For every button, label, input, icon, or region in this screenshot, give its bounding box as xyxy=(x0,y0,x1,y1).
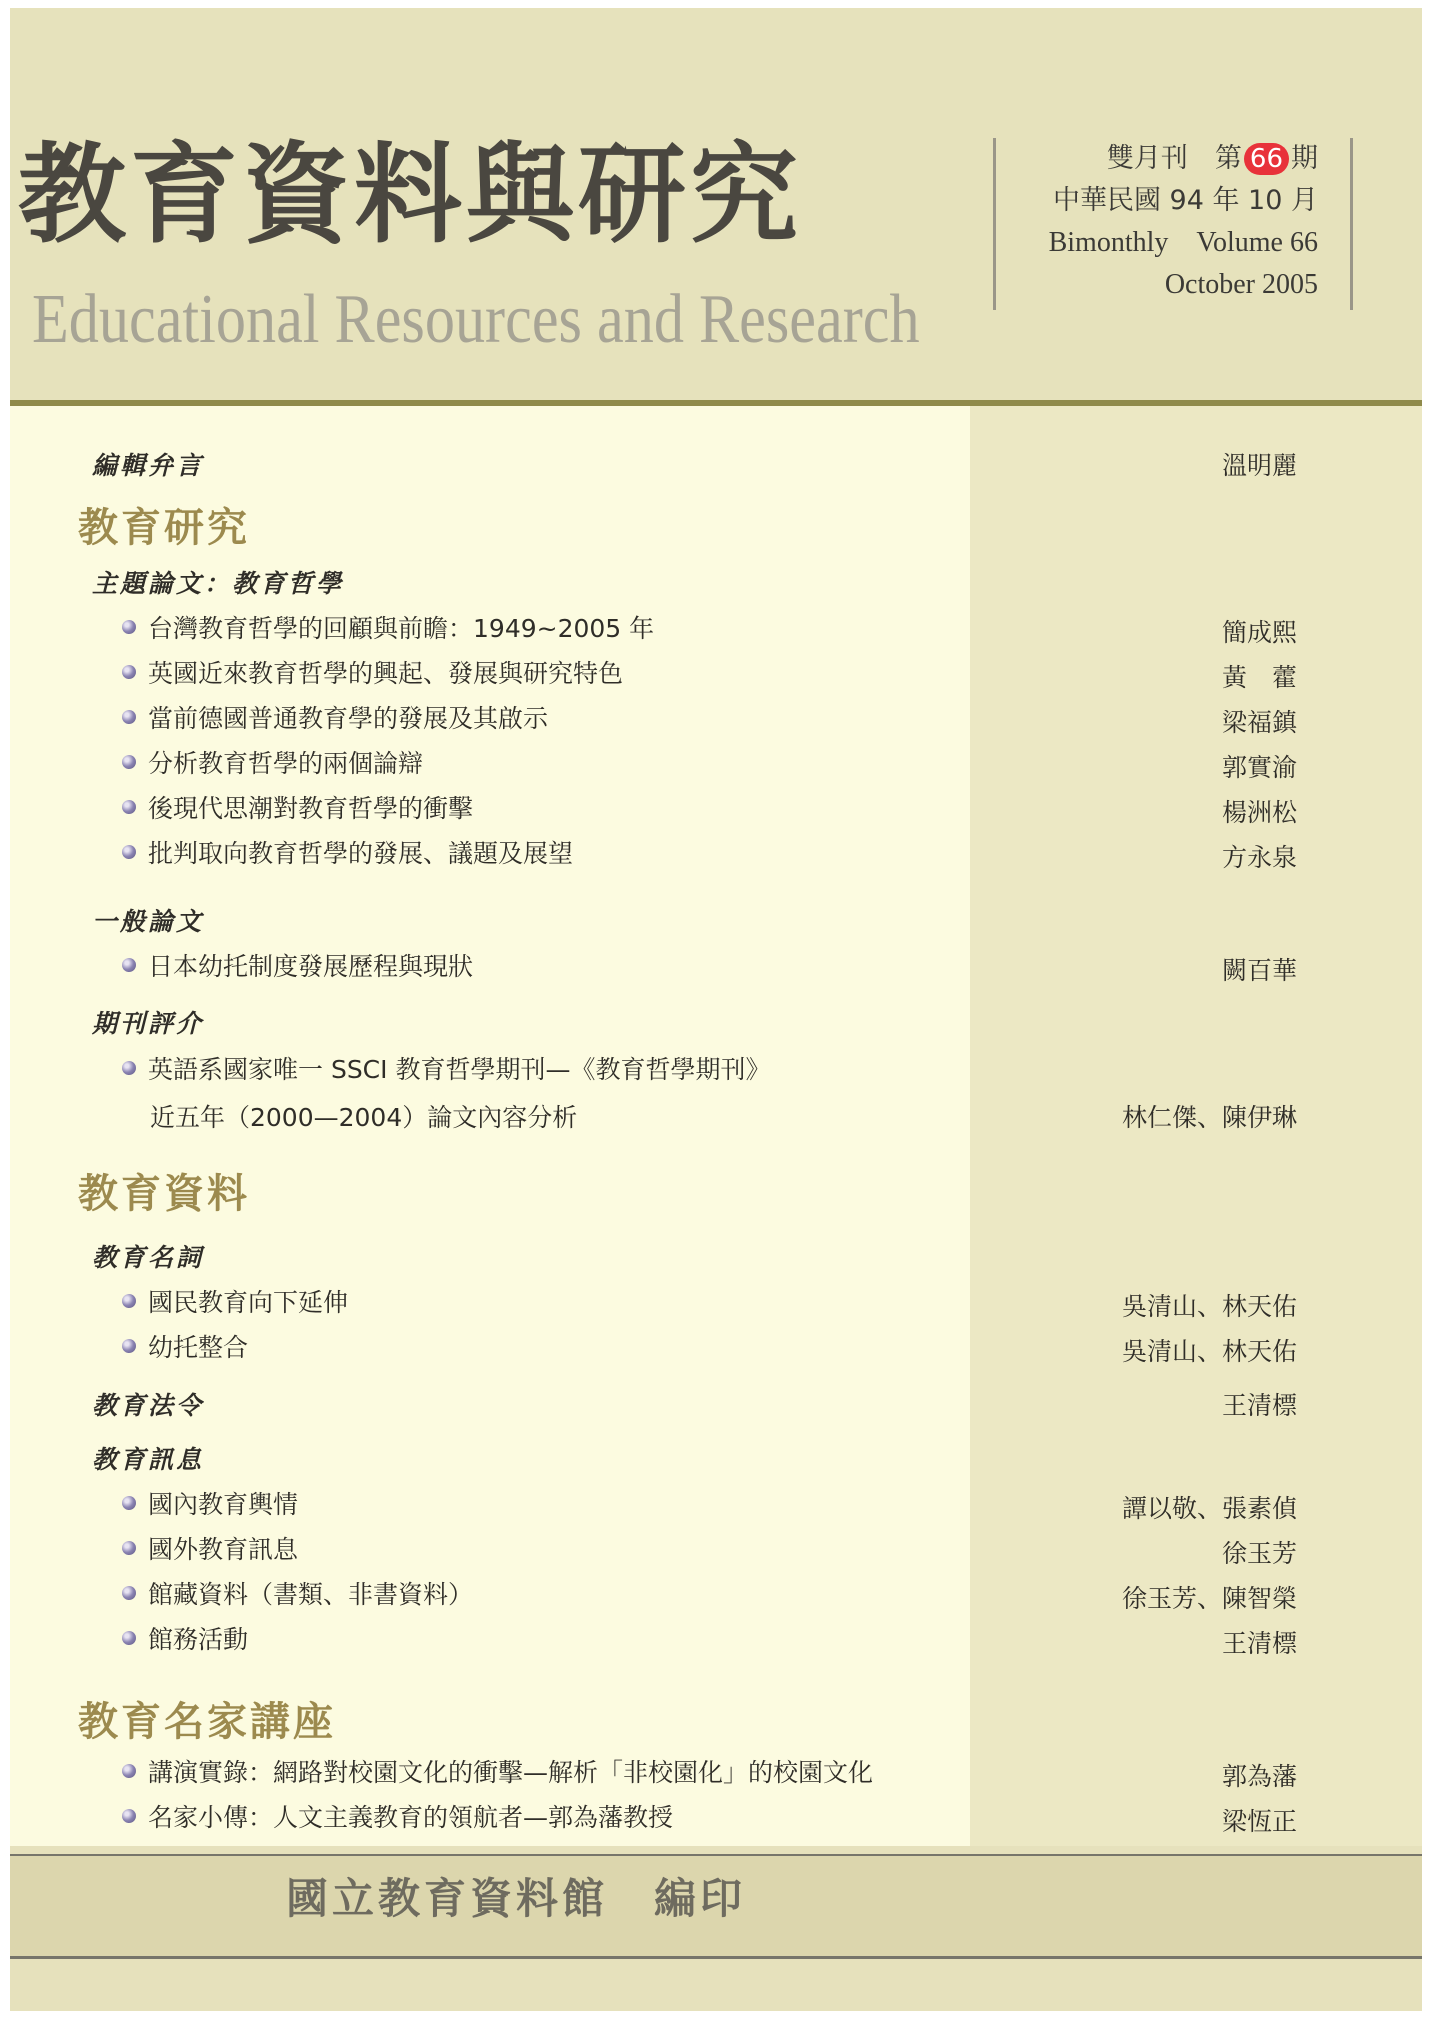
toc-item-title: 館務活動 xyxy=(148,1625,249,1654)
toc-item-author: 林仁傑、陳伊琳 xyxy=(1121,1103,1297,1132)
volume-en: Volume 66 xyxy=(1196,227,1318,258)
toc-item-author: 吳清山、林天佑 xyxy=(1121,1292,1297,1321)
bullet-icon xyxy=(122,665,136,679)
issue-prefix: 第 xyxy=(1214,143,1242,174)
section-heading-research: 教育研究 xyxy=(78,505,250,551)
toc-item-title: 後現代思潮對教育哲學的衝擊 xyxy=(148,794,474,823)
journal-title-chinese: 教育資料與研究 xyxy=(18,132,803,258)
education-law-label[interactable]: 教育法令 xyxy=(92,1391,205,1420)
toc-item-author: 吳清山、林天佑 xyxy=(1121,1337,1297,1366)
toc-item-title: 英語系國家唯一 SSCI 教育哲學期刊—《教育哲學期刊》 xyxy=(148,1055,771,1084)
toc-item-title: 國民教育向下延伸 xyxy=(148,1288,349,1317)
education-terms-label: 教育名詞 xyxy=(92,1243,205,1272)
bullet-icon xyxy=(122,710,136,724)
editorial-author: 溫明麗 xyxy=(1221,451,1297,480)
masthead-divider-right xyxy=(1350,138,1353,310)
toc-item-author: 徐玉芳 xyxy=(1221,1539,1297,1568)
bullet-icon xyxy=(122,958,136,972)
toc-item-title: 館藏資料（書類、非書資料） xyxy=(148,1580,474,1609)
toc-item-author: 梁恆正 xyxy=(1221,1807,1297,1836)
frequency-en: Bimonthly xyxy=(1048,227,1169,258)
toc-item[interactable] xyxy=(122,1754,873,1788)
bullet-icon xyxy=(122,1631,136,1645)
bullet-icon xyxy=(122,1541,136,1555)
bullet-icon xyxy=(122,1809,136,1823)
toc-item[interactable] xyxy=(122,1486,298,1520)
frequency-cn: 雙月刊 xyxy=(1106,143,1188,174)
masthead xyxy=(10,8,1422,403)
toc-item-title: 分析教育哲學的兩個論辯 xyxy=(148,749,424,778)
toc-item-title: 批判取向教育哲學的發展、議題及展望 xyxy=(148,839,574,868)
toc-item-author: 梁福鎮 xyxy=(1221,708,1297,737)
toc-item-author: 方永泉 xyxy=(1221,843,1297,872)
toc-item[interactable] xyxy=(122,1051,770,1085)
toc-item[interactable] xyxy=(122,790,473,824)
toc-item-title-continued: 近五年（2000—2004）論文內容分析 xyxy=(150,1103,578,1132)
toc-item[interactable] xyxy=(122,1329,248,1363)
issue-line-frequency xyxy=(1000,138,1318,180)
bullet-icon xyxy=(122,1061,136,1075)
issue-info xyxy=(1000,138,1318,306)
toc-item[interactable] xyxy=(122,655,623,689)
cover-page xyxy=(10,8,1422,2011)
toc-item[interactable] xyxy=(122,700,548,734)
toc-item-author: 譚以敬、張素偵 xyxy=(1121,1494,1297,1523)
toc-item-title: 國外教育訊息 xyxy=(148,1535,299,1564)
theme-papers-label: 主題論文：教育哲學 xyxy=(92,569,345,598)
education-news-label: 教育訊息 xyxy=(92,1445,205,1474)
editorial-label: 編輯弁言 xyxy=(92,451,205,480)
toc-item[interactable] xyxy=(122,1799,673,1833)
journal-review-label: 期刊評介 xyxy=(92,1009,205,1038)
bullet-icon xyxy=(122,1496,136,1510)
toc-item[interactable] xyxy=(122,1531,298,1565)
issue-line-english xyxy=(1000,222,1318,264)
toc-item[interactable] xyxy=(122,1621,248,1655)
toc-item-title: 日本幼托制度發展歷程與現狀 xyxy=(148,952,474,981)
toc-item-title: 名家小傳：人文主義教育的領航者—郭為藩教授 xyxy=(148,1803,674,1832)
bullet-icon xyxy=(122,755,136,769)
toc-item[interactable] xyxy=(122,948,473,982)
bullet-icon xyxy=(122,620,136,634)
issue-date-cn: 中華民國 94 年 10 月 xyxy=(1052,185,1318,216)
bullet-icon xyxy=(122,800,136,814)
toc-item-title: 台灣教育哲學的回顧與前瞻：1949~2005 年 xyxy=(148,614,655,643)
toc-item-author: 王清標 xyxy=(1221,1629,1297,1658)
bullet-icon xyxy=(122,1764,136,1778)
bullet-icon xyxy=(122,845,136,859)
section-heading-resources: 教育資料 xyxy=(78,1171,250,1217)
toc-item-title: 國內教育輿情 xyxy=(148,1490,299,1519)
toc-item-title: 當前德國普通教育學的發展及其啟示 xyxy=(148,704,549,733)
toc-item[interactable] xyxy=(122,835,573,869)
toc-item-author: 郭實渝 xyxy=(1221,753,1297,782)
issue-date-en: October 2005 xyxy=(1164,269,1318,300)
toc-item-author: 楊洲松 xyxy=(1221,798,1297,827)
toc-item-author: 徐玉芳、陳智榮 xyxy=(1121,1584,1297,1613)
toc-item[interactable] xyxy=(122,1576,473,1610)
section-heading-lecture: 教育名家講座 xyxy=(78,1699,336,1745)
toc-item-title: 幼托整合 xyxy=(148,1333,249,1362)
toc-item-author: 郭為藩 xyxy=(1221,1762,1297,1791)
bullet-icon xyxy=(122,1339,136,1353)
toc-item-author: 簡成熙 xyxy=(1221,618,1297,647)
toc-item[interactable] xyxy=(122,745,423,779)
footer-rule-bottom xyxy=(10,1956,1422,1959)
issue-suffix: 期 xyxy=(1291,143,1318,174)
toc-item[interactable] xyxy=(122,610,654,644)
journal-title-english: Educational Resources and Research xyxy=(32,281,920,358)
bullet-icon xyxy=(122,1586,136,1600)
toc-item-author: 闕百華 xyxy=(1221,956,1297,985)
toc-item-title: 講演實錄：網路對校園文化的衝擊—解析「非校園化」的校園文化 xyxy=(148,1758,874,1787)
education-law-author: 王清標 xyxy=(1221,1391,1297,1420)
general-papers-label: 一般論文 xyxy=(92,907,205,936)
publisher: 國立教育資料館 編印 xyxy=(285,1874,746,1923)
toc-item-author: 黃 藿 xyxy=(1221,663,1297,692)
toc-item-title: 英國近來教育哲學的興起、發展與研究特色 xyxy=(148,659,624,688)
masthead-divider-left xyxy=(993,138,996,310)
issue-number-badge: 66 xyxy=(1244,143,1289,175)
toc-item[interactable] xyxy=(122,1284,348,1318)
bullet-icon xyxy=(122,1294,136,1308)
